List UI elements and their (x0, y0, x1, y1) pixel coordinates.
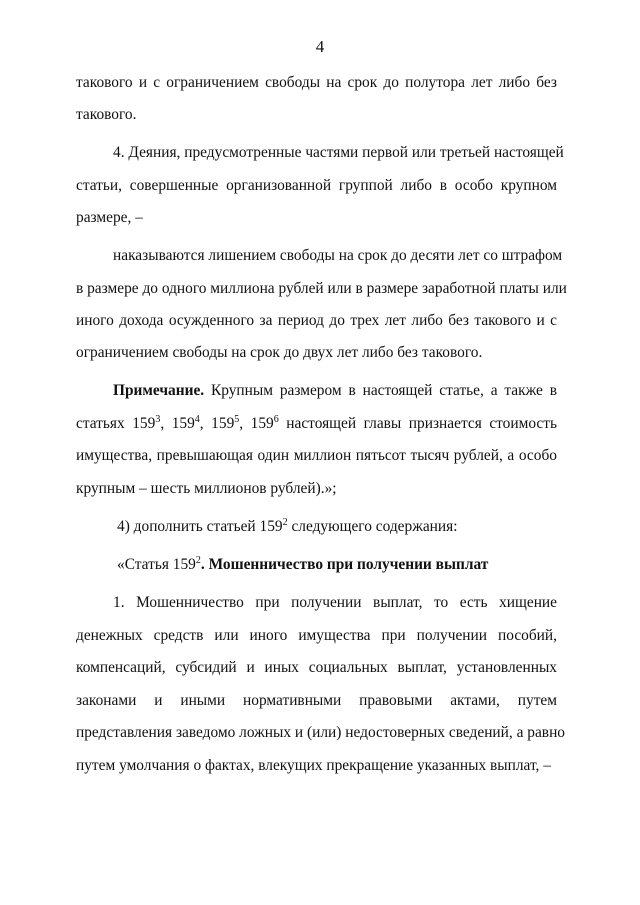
article-heading-title: . Мошенничество при получении выплат (200, 556, 489, 573)
page-number: 4 (315, 37, 325, 56)
article-heading-label: «Статья 159 (117, 556, 196, 573)
note-title: Примечание. (113, 382, 205, 399)
text-line-12: имущества, превышающая один миллион пятьсот тысяч рублей, а особо (76, 447, 557, 464)
superscript: 3 (155, 414, 161, 425)
text-line-16: 1. Мошенничество при получении выплат, то есть хищение (113, 594, 557, 611)
text-line-20: представления заведомо ложных и (или) недостоверных сведений, а равно (76, 724, 566, 741)
articles-text: , 159 (199, 415, 235, 432)
text-line-4: статьи, совершенные организованной группой либо в особо крупном (76, 177, 557, 194)
articles-text: , 159 (160, 415, 195, 432)
articles-text: , 159 (239, 415, 274, 432)
articles-text: настоящей главы признается стоимость (278, 415, 557, 432)
articles-text: статьях 159 (76, 415, 156, 432)
text-line-2: такового. (76, 106, 137, 123)
superscript: 4 (194, 414, 200, 425)
note-text: Крупным размером в настоящей статье, а также в (210, 382, 557, 399)
text-line-11 (76, 414, 557, 434)
text-line-1: такового и с ограничением свободы на срок до полутора лет либо без (76, 74, 557, 91)
text-line-18: компенсаций, субсидий и иных социальных выплат, установленных (76, 659, 557, 676)
note-line (113, 381, 557, 401)
superscript: 6 (273, 414, 279, 425)
amend-text: следующего содержания: (287, 518, 458, 535)
text-line-6: наказываются лишением свободы на срок до десяти лет со штрафом (113, 247, 563, 264)
amend-text: 4) дополнить статьей 159 (117, 518, 283, 535)
text-line-5: размере, – (76, 209, 143, 226)
text-line-13: крупным – шесть миллионов рублей).»; (76, 480, 337, 497)
text-line-9: ограничением свободы на срок до двух лет либо без такового. (76, 344, 483, 361)
superscript: 2 (282, 517, 288, 528)
text-line-19: законами и иными нормативными правовыми актами, путем (76, 692, 557, 709)
text-line-7: в размере до одного миллиона рублей или в размере заработной платы или (76, 280, 567, 297)
superscript: 5 (234, 414, 240, 425)
article-heading (117, 555, 557, 575)
text-line-17: денежных средств или иного имущества при получении пособий, (76, 627, 557, 644)
text-line-14 (117, 517, 557, 537)
superscript: 2 (195, 555, 201, 566)
text-line-8: иного дохода осужденного за период до трех лет либо без такового и с (76, 312, 557, 329)
text-line-3: 4. Деяния, предусмотренные частями первой или третьей настоящей (113, 144, 564, 161)
text-line-21: путем умолчания о фактах, влекущих прекращение указанных выплат, – (76, 757, 551, 774)
